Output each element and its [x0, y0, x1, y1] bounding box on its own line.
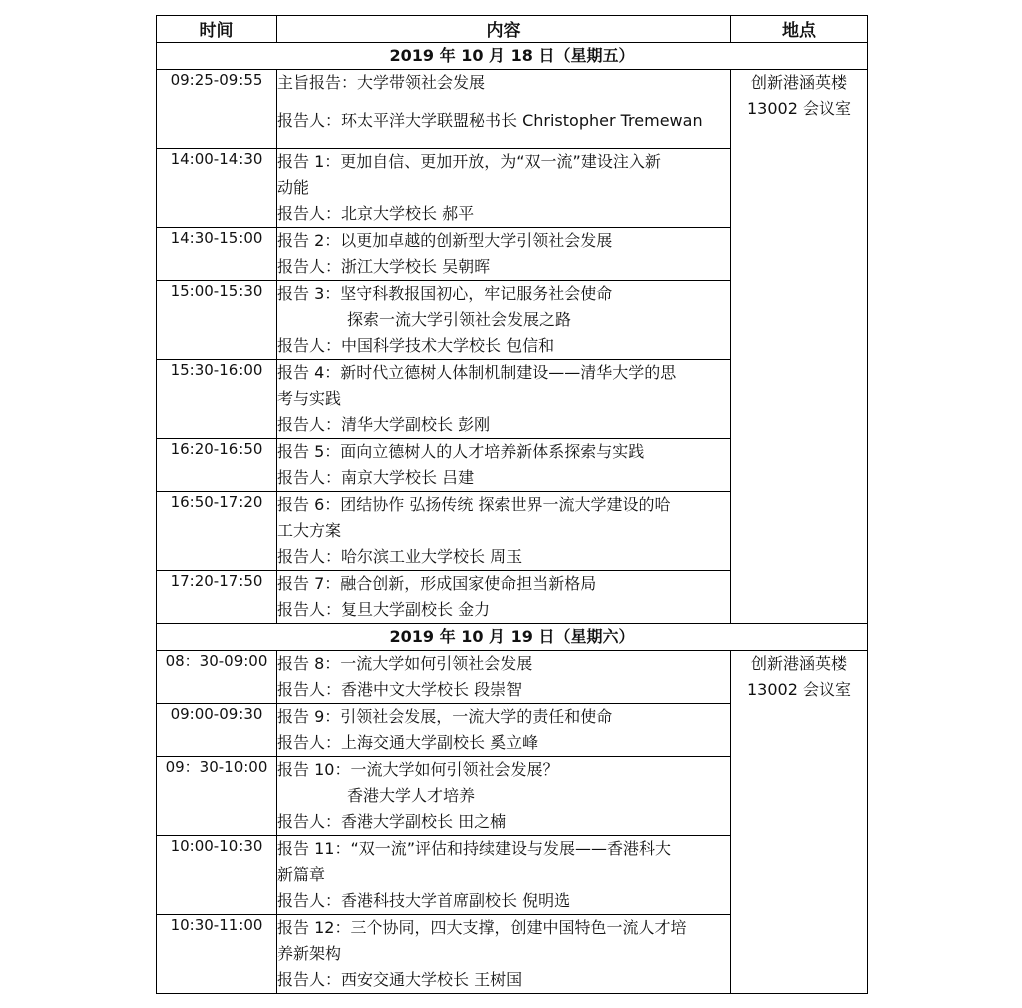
session-content: [277, 149, 731, 228]
venue-line: 创新港涵英楼: [750, 654, 847, 673]
header-content: 内容: [277, 16, 731, 43]
talk-title-line: 报告 1：更加自信、更加开放，为“双一流”建设注入新: [277, 152, 661, 171]
talk-title-line: 香港大学人才培养: [347, 786, 476, 805]
session-time: 10:00-10:30: [157, 836, 277, 915]
venue-line: 13002 会议室: [747, 99, 851, 118]
day-header-row: [157, 43, 868, 70]
venue-cell: [731, 651, 868, 994]
session-content: [277, 651, 731, 704]
talk-title-line: 探索一流大学引领社会发展之路: [347, 310, 572, 329]
session-content: [277, 836, 731, 915]
speaker-line: 报告人：香港科技大学首席副校长 倪明选: [277, 891, 571, 910]
session-content: [277, 228, 731, 281]
speaker-line: 报告人：香港大学副校长 田之楠: [277, 812, 507, 831]
talk-title-line: 工大方案: [277, 521, 342, 540]
talk-title-line: 报告 5：面向立德树人的人才培养新体系探索与实践: [277, 442, 645, 461]
header-place: 地点: [731, 16, 868, 43]
session-time: 16:20-16:50: [157, 439, 277, 492]
session-time: 15:00-15:30: [157, 281, 277, 360]
schedule-table: [156, 15, 868, 994]
session-time: 17:20-17:50: [157, 571, 277, 624]
session-time: 09：30-10:00: [157, 757, 277, 836]
speaker-line: 报告人：北京大学校长 郝平: [277, 204, 475, 223]
session-row: [157, 70, 868, 149]
session-content: [277, 492, 731, 571]
speaker-line: 报告人：复旦大学副校长 金力: [277, 600, 491, 619]
talk-title-line: 动能: [277, 178, 310, 197]
talk-title-line: 报告 4：新时代立德树人体制机制建设——清华大学的思: [277, 363, 677, 382]
session-content: [277, 757, 731, 836]
talk-title-line: 主旨报告：大学带领社会发展: [277, 73, 486, 92]
day-header-row: [157, 624, 868, 651]
speaker-line: 报告人：上海交通大学副校长 奚立峰: [277, 733, 539, 752]
talk-title-line: 报告 3：坚守科教报国初心，牢记服务社会使命: [277, 284, 613, 303]
header-row: [157, 16, 868, 43]
speaker-line: 报告人：哈尔滨工业大学校长 周玉: [277, 547, 523, 566]
speaker-line: 报告人：环太平洋大学联盟秘书长 Christopher Tremewan: [277, 111, 703, 130]
venue-cell: [731, 70, 868, 624]
session-content: [277, 704, 731, 757]
speaker-line: 报告人：中国科学技术大学校长 包信和: [277, 336, 555, 355]
speaker-line: 报告人：清华大学副校长 彭刚: [277, 415, 491, 434]
talk-title-line: 报告 8：一流大学如何引领社会发展: [277, 654, 533, 673]
session-time: 09:00-09:30: [157, 704, 277, 757]
session-content: [277, 281, 731, 360]
schedule-body: [157, 43, 868, 994]
speaker-line: 报告人：浙江大学校长 吴朝晖: [277, 257, 491, 276]
header-time: 时间: [157, 16, 277, 43]
session-time: 08：30-09:00: [157, 651, 277, 704]
session-time: 09:25-09:55: [157, 70, 277, 149]
talk-title-line: 报告 10：一流大学如何引领社会发展？: [277, 760, 559, 779]
session-content: [277, 439, 731, 492]
session-time: 10:30-11:00: [157, 915, 277, 994]
session-content: [277, 70, 731, 149]
talk-title-line: 报告 11：“双一流”评估和持续建设与发展——香港科大: [277, 839, 672, 858]
talk-title-line: 新篇章: [277, 865, 326, 884]
session-time: 15:30-16:00: [157, 360, 277, 439]
talk-title-line: 报告 2：以更加卓越的创新型大学引领社会发展: [277, 231, 613, 250]
talk-title-line: 报告 12：三个协同，四大支撑，创建中国特色一流人才培: [277, 918, 687, 937]
talk-title-line: 报告 9：引领社会发展，一流大学的责任和使命: [277, 707, 613, 726]
speaker-line: 报告人：西安交通大学校长 王树国: [277, 970, 523, 989]
venue-line: 创新港涵英楼: [750, 73, 847, 92]
talk-title-line: 报告 7：融合创新，形成国家使命担当新格局: [277, 574, 597, 593]
session-time: 14:00-14:30: [157, 149, 277, 228]
talk-title-line: 报告 6：团结协作 弘扬传统 探索世界一流大学建设的哈: [277, 495, 671, 514]
session-content: [277, 571, 731, 624]
session-row: [157, 651, 868, 704]
day-label: 2019 年 10 月 18 日（星期五）: [157, 43, 868, 70]
speaker-line: 报告人：南京大学校长 吕建: [277, 468, 475, 487]
day-label: 2019 年 10 月 19 日（星期六）: [157, 624, 868, 651]
venue-line: 13002 会议室: [747, 680, 851, 699]
session-time: 16:50-17:20: [157, 492, 277, 571]
talk-title-line: 考与实践: [277, 389, 342, 408]
session-content: [277, 360, 731, 439]
speaker-line: 报告人：香港中文大学校长 段崇智: [277, 680, 523, 699]
session-time: 14:30-15:00: [157, 228, 277, 281]
talk-title-line: 养新架构: [277, 944, 342, 963]
session-content: [277, 915, 731, 994]
